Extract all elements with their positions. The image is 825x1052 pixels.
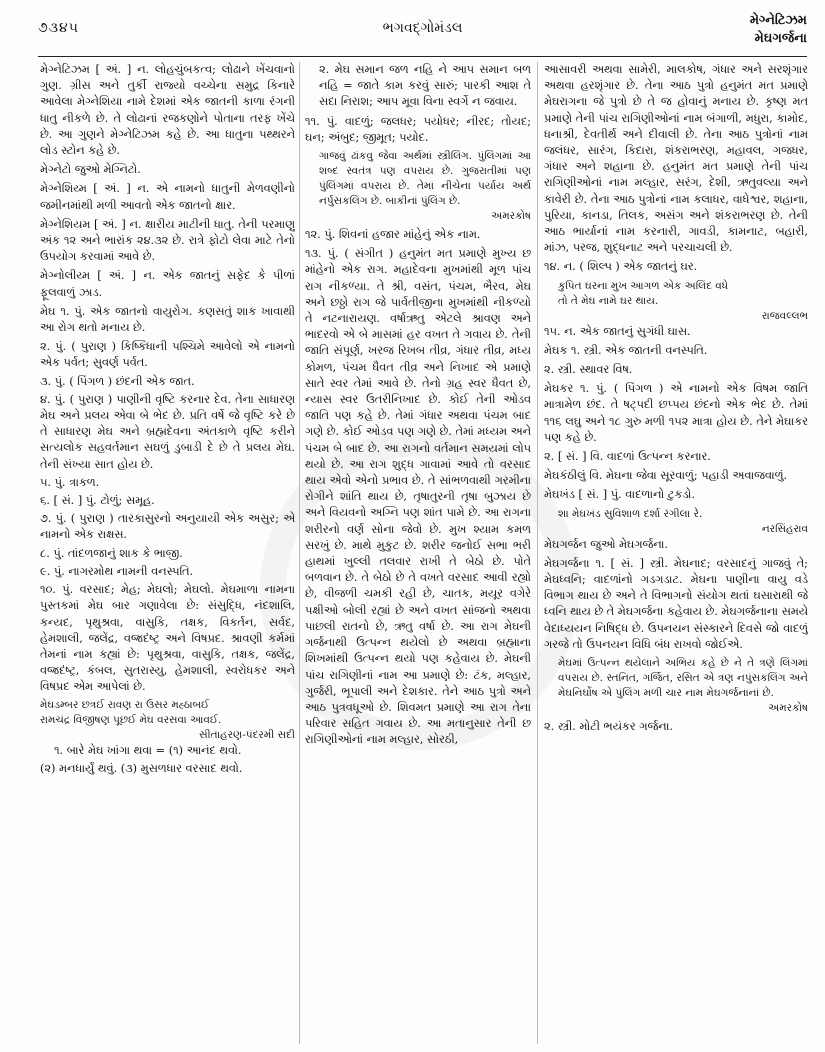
usage-note-text: મેઘમાં ઉત્પન્ન થયેલાને અભિય કહે છે ને તે ત્રણે લિંગમાં વપરાય છે. સ્તનિત, ગર્જિત, રસિત એ ત્રણ નપુંસકલિંગ અને મેઘનિર્ઘોષ એ પુંલિંગ મળી ચાર નામ મેઘગર્જનાનાં છે. (558, 657, 808, 700)
quote-line: કુપિત ઘરના મુખ આગળ એક અલિંદ વધે (558, 279, 729, 292)
idiom-1-cont: (૨) મનધાર્યું થવું. (૩) મુસળધાર વરસાદ થવો. (40, 761, 243, 775)
column-divider (299, 62, 300, 1044)
column-3 (544, 62, 808, 1044)
quote-line: શા મેઘખંડ સુવિશાળ દર્શા રંગીલા રે. (558, 507, 703, 520)
quotation (40, 698, 295, 743)
column-1 (40, 62, 295, 1044)
page-number: ૭૩૪૫ (38, 20, 79, 36)
entry-magnesium-ore: મેગ્નેશિય્મ [ અં. ] ન. એ નામનો ધાતુની મેળવણીનો જમીનમાંથી મળી આવતો એક જાતનો ક્ષાર. (40, 182, 295, 212)
sense-13-cont: આસાવરી અથવા સામેરી, માલકોષ, ગંધાર અને સરશૃંગાર અથવા હરશૃંગાર છે. તેના આઠ પુત્રો હનુમંત મત પ્રમાણે મેઘરાગના જે પુત્રો છે તે જ હોવાનું મનાય છે. કૃષ્ણ મત પ્રમાણે તેની પાંચ રાગિણીઓનાં નામ બંગાળી, મધુરા, કામોદ, ધનાશ્રી, દેવતીર્થ અને દીવાલી છે. તેના આઠ પુત્રોનાં નામ જલંધર, સારંગ, કિદારા, શંકરાભરણ, મહાવલ, ગજધર, ગંધાર અને શહાના છે. હનુમંત મત પ્રમાણે તેની પાંચ રાગિણીઓનાં નામ મલ્હાર, સરંગ, દેશી, ઋતુવલ્યા અને કાવેરી છે. તેના આઠ પુત્રોનાં નામ કલાધર, વાધેશ્વર, શહાના, પુરિયા, કાનડા, તિલક, અસંગ અને શંકરાભરણ છે. તેની આઠ ભાર્યાનાં નામ કરનારી, ગાવડી, કામનાટ, બહારી, માંઝ, પરજ, શુદ્ધનાટ અને પરચાચલી છે. (544, 63, 808, 255)
quote-line: મેઘડમ્બર છત્રઈ રાવણ રા ઉસર મહ્ઠાબઈ (40, 698, 210, 711)
idiom-1: ૧. બારે મેઘ ખાંગા થવા = (૧) આનંદ થવો. (54, 743, 242, 757)
quotation (544, 507, 808, 537)
entry-meghgarjana: મેઘગર્જના ૧. [ સં. ] સ્ત્રી. મેઘનાદ; વરસાદનું ગાજવું તે; મેઘધ્વનિ; વાદળાંનો ગડગડાટ. મેઘના પાણીના વાયુ વડે વિભાગ થાય છે અને તે વિભાગનો સંયોગ થતાં ઘસારાથી જે ધ્વનિ થાય છે તે મેઘગર્જના કહેવાય છે. મેઘગર્જનાના સમયે વેદાધ્યયન નિષિદ્ધ છે. ઉપનયન સંસ્કારને દિવસે જો વાદળું ગરજે તો ઉપનયન વિધિ બંધ રાખવો જોઈએ. (544, 556, 808, 651)
sense-3: ૩. પું. ( પિંગળ ) છંદની એક જાત. (40, 374, 195, 388)
entry-meghak: મેઘક ૧. સ્ત્રી. એક જાતની વનસ્પતિ. (544, 343, 708, 357)
quote-line: રામચંદ્ર વિજીષણ પૂછઈ મેઘ વરસવા આવઈ. (40, 713, 222, 726)
sense-4: ૪. પું. ( પુરાણ ) પાણીની વૃષ્ટિ કરનાર દેવ. તેના સાધારણ મેઘ અને પ્રલય એવા બે ભેદ છે. પ્રતિ વર્ષે જે વૃષ્ટિ કરે છે તે સાધારણ મેઘ અને બ્રહ્મદેવના અંતકાળે વૃષ્ટિ કરીને સત્યલોક સહવર્તમાન સઘળું ડુબાડી દે છે તે પ્રલય મેઘ. તેની સંખ્યા સાત હોય છે. (40, 392, 295, 471)
sense-7: ૭. પું. ( પુરાણ ) તારકાસુરનો અનુયાયી એક અસુર; એ નામનો એક રાક્ષસ. (40, 512, 295, 542)
sense-5: ૫. પું. ત્રાકળ. (40, 475, 100, 489)
sense-13: ૧૩. પું. ( સંગીત ) હનુમંત મત પ્રમાણે મુખ્ય છ માંહેનો એક રાગ. મહાદેવના મુખમાંથી મૂળ પાંચ રાગ નીકળ્યા. તે શ્રી, વસંત, પંચમ, ભૈરવ, મેઘ અને છઠ્ઠો રાગ જે પાર્વતીજીના મુખમાંથી નીકળ્યો તે નટનારાયણ. વર્ષાઋતુ એટલે શ્રાવણ અને ભાદરવો એ બે માસમાં હર વખત તે ગવાય છે. તેની જાતિ સંપૂર્ણ, ખરજ રિખબ તીવ્ર, ગંધાર તીવ્ર, મધ્ય કોમળ, પંચમ ધૈવત તીવ્ર અને નિખાદ એ પ્રમાણે સાતે સ્વર તેમાં આવે છે. તેનો ગ્રહ સ્વર ધૈવત છે, ન્યાસ સ્વર ઉતરીનિખાદ છે. કોઈ તેની ઓડવ જાતિ પણ કહે છે. તેમાં ગંધાર અથવા પંચમ બાદ ગણે છે. કોઈ ઓડવ પણ ગણે છે. તેમાં મધ્યમ અને પંચમ બે બાદ છે. આ રાગનો વર્તમાન સમયમાં લોપ થયો છે. આ રાગ શુદ્ધ ગાવામાં આવે તો વરસાદ થાય એવો એનો પ્રભાવ છે. તે સાંભળવાથી ગરમીના રોગીને શાંતિ થાય છે, તૃષાતુરની તૃષા બુઝાય છે અને વિયવનો અગ્નિ પણ શાંત પામે છે. આ રાગના શરીરનો વર્ણ સોના જેવો છે. મુખ શ્યામ કમળ સરખું છે. માથે મુકુટ છે. શરીર જનોઈ સભા ભરી હાથમાં ખુલ્લી તલવાર રાખી તે બેઠો છે. પોતે બળવાન છે. તે બેઠો છે તે વખતે વરસાદ આવી રહ્યો છે, વીજળી ચમકી રહી છે, ચાતક, મયૂર વગેરે પક્ષીઓ બોલી રહ્યાં છે અને વખત સાંજનો અથવા પાછલી રાતનો છે, ઋતુ વર્ષા છે. આ રાગ મેઘની ગર્જનાથી ઉત્પન્ન થયેલો છે અથવા બ્રહ્માના શિખમાંથી ઉત્પન્ન થયો પણ કહેવાય છે. મેઘની પાંચ રાગિણીનાં નામ આ પ્રમાણે છે: ટંક, મલ્હાર, ગુર્જરી, ભૂપાલી અને દેશકાર. તેને આઠ પુત્રો અને આઠ પુત્રવધૂઓ છે. શિવમત પ્રમાણે આ રાગ તેના પરિવાર સહિત ગવાય છે. આ મતાનુસાર તેની છ રાગિણીઓનાં નામ મલ્હાર, સોરઠી, (305, 247, 531, 747)
sense-10: ૧૦. પું. વરસાદ; મેહ; મેઘલો; મેઘલો. મેઘમાળા નામના પુસ્તકમાં મેઘ બાર ગણાવેલા છે: સંસુદ્ધિ, નંદશાલિ, કન્યદ, પૃથુશ્રવા, વાસુકિ, તક્ષક, વિકર્તન, સર્વદ, હેમશાલી, જલેંદ્ર, વજ્રદંષ્ટ્ર અને વિષપ્રદ. શ્રાવણી કર્મમાં તેમનાં નામ કહ્યાં છે: પૃથુશ્રવા, વાસુકિ, તક્ષક, જલેંદ્ર, વજ્રદંષ્ટ્ર, કંબલ, સુતરાસ્યુ, હેમશાલી, સ્વરોધકર અને વિષપ્રદ એમ આપેલાં છે. (40, 583, 295, 694)
sense-6: ૬. [ સં. ] પું. ટોળું; સમૂહ. (40, 494, 155, 508)
entry-meghkanthilu: મેઘકંઠીલું વિ. મેઘના જેવા સૂરવાળું; પહાડી અવાજવાળું. (544, 469, 788, 483)
sense-2: ૨. પું. ( પુરાણ ) કિષ્કિંધાની પશ્ચિમે આવેલો એ નામનો એક પર્વત; સુવર્ણ પર્વત. (40, 340, 295, 370)
sense-11: ૧૧. પું. વાદળું; જલધર; પયોધર; નીરદ; તોયદ; ઘન; અંબુદ; જીમૂત; પયોદ. (305, 114, 531, 144)
entry-magnesium: મેગ્નેશિયમ [ અં. ] ન. ક્ષારીય માટીની ધાતુ. તેની પરમાણુ અંક ૧૨ અને ભારાંક ૨૪.૩૨ છે. રાત્રે ફોટો લેવા માટે તેનો ઉપયોગ કરવામાં આવે છે. (40, 217, 295, 264)
idiom-2: ૨. મેઘ સમાન જળ નહિ ને આપ સમાન બળ નહિ = જાતે કામ કરવું સારું; પારકી આશ તે સદા નિરાશ; આપ મૂવા વિના સ્વર્ગે ન જવાય. (319, 63, 531, 109)
quote-line: તો તે મેઘ નામે ઘર થાય. (558, 294, 659, 307)
quote-source: નરસિંહરાવ (761, 522, 808, 535)
sense-14: ૧૪. ન. ( શિલ્પ ) એક જાતનું ઘર. (544, 260, 698, 274)
sense-15: ૧૫. ન. એક જાતનું સુગંધી ઘાસ. (544, 324, 691, 338)
entry-magneto: મેગ્નેટો જુઓ મેગ્નિટો. (40, 163, 141, 177)
quotation (544, 279, 808, 324)
entry-meghgarjan: મેઘગર્જન જુઓ મેઘગર્જના. (544, 537, 669, 551)
quote-source: સીતાહરણ-પંદરમી સદી (199, 728, 295, 741)
entry-meghkhand: મેઘખંડ [ સં. ] પું. વાદળાનો ટુકડો. (544, 488, 695, 502)
column-divider (537, 62, 538, 1044)
sense-9: ૯. પું. નાગરમોથ નામની વનસ્પતિ. (40, 564, 194, 578)
usage-note-source: અમરકોષ (768, 702, 808, 715)
page-header (38, 6, 807, 54)
guide-word-first: મેગ્નેટિઝમ (749, 13, 807, 28)
entry-meghak-2: ૨. સ્ત્રી. સ્થાવર વિષ. (544, 363, 633, 377)
column-2 (305, 62, 531, 1044)
guide-words (750, 12, 807, 48)
dictionary-title: ભગવદ્ગોમંડલ (382, 20, 463, 36)
entry-meghkar: મેઘકર ૧. પું. ( પિંગળ ) એ નામનો એક વિષમ જાતિ માત્રામેળ છંદ. તે ષટ્પદી છપ્પય છંદનો એક ભેદ છે. તેમાં ૧૧૬ લઘુ અને ૧૮ ગુરુ મળી ૧૫૨ માત્રા હોય છે. તેને મેઘાકર પણ કહે છે. (544, 382, 808, 444)
sense-8: ૮. પું. તાંદળજાનું શાક કે ભાજી. (40, 546, 183, 560)
header-rule (38, 56, 807, 57)
guide-word-last: મેઘગર્જના (754, 31, 807, 46)
sense-2: ૨. સ્ત્રી. મોટી ભયંકર ગર્જના. (544, 720, 673, 734)
sense-12: ૧૨. પું. શિવનાં હજાર માંહેનું એક નામ. (305, 228, 481, 242)
entry-megh-1: મેઘ ૧. પું. એક જાતનો વાયુરોગ. કણસતું શાક ખાવાથી આ રોગ થતો મનાય છે. (40, 304, 295, 335)
quote-source: રાજવલ્લભ (761, 309, 808, 322)
entry-magnolia: મેગ્નોલીય્મ [ અં. ] ન. એક જાતનું સફેદ કે પીળાં ફૂલવાળું ઝાડ. (40, 269, 295, 299)
usage-note-text: ગાજવું ઢાંકવુ જેવા અર્થમાં સ્ત્રીલિંગ. પુંલિંગમાં આ શબ્દ સ્વતંત્ર પણ વપરાય છે. ગુજરાતીમાં પણ પુંલિંગમાં વપરાય છે. તેમાં નીચેના પર્યાય અર્થ નર્પુસકલિંગ છે. બાકીનાં પુંલિંગ છે. (319, 150, 531, 208)
entry-magnetism: મેગ્નેટિઝમ [ અં. ] ન. લોહચુંબકત્વ; લોઢાને ખેંચવાનો ગુણ. ગ્રીસ અને તુર્કી રાજ્યો વચ્ચેના સમુદ્ર કિનારે આવેલા મેગ્નેશિયા નામે દેશમાં એક જાતની કાળા રંગની ધાતુ નીકળે છે. તે લોઢાનાં રજકણોને પોતાના તરફ ખેંચે છે. આ ગુણને મેગ્નેટિઝમ કહે છે. આ ધાતુના પથ્થરને લોડ સ્ટોન કહે છે. (40, 63, 295, 158)
usage-note (544, 656, 808, 716)
entry-meghkar-2: ૨. [ સં. ] વિ. વાદળાં ઉત્પન્ન કરનાર. (544, 450, 711, 464)
usage-note (305, 149, 531, 224)
usage-note-source: અમરકોષ (491, 210, 531, 223)
